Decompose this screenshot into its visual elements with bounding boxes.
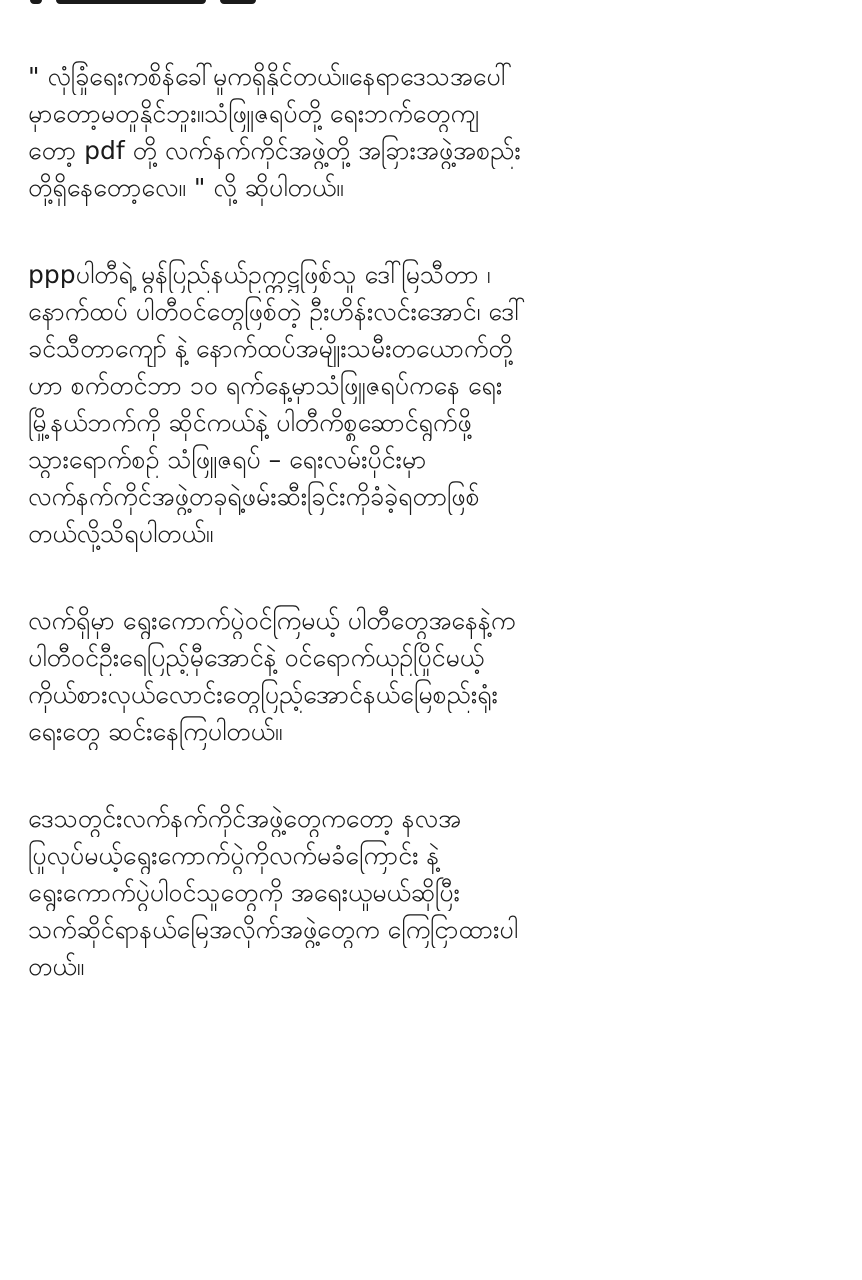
text-line: လက်နက်ကိုင်အဖွဲ့တခုရဲ့ဖမ်းဆီးခြင်းကိုခံခဲ့ရတာဖြစ်: [28, 482, 480, 511]
text-line: " လုံခြုံရေးကစိန်ခေါ်မှုကရှိနိုင်တယ်။နေရာဒေသအပေါ်: [28, 62, 512, 91]
text-line: pppပါတီရဲ့ မွန်ပြည်နယ်ဥက္ကဋ္ဌဖြစ်သူ ဒေါ်မြသီတာ ၊: [28, 260, 491, 289]
text-line: ပါတီဝင်ဦးရေပြည့်မှီအောင်နဲ့ ဝင်ရောက်ယှဉ်ပြိုင်မယ့်: [28, 643, 485, 672]
text-line: သက်ဆိုင်ရာနယ်မြေအလိုက်အဖွဲ့တွေက ကြေငြာထားပါ: [28, 915, 518, 944]
text-line: တော့ pdf တို့ လက်နက်ကိုင်အဖွဲ့တို့ အခြားအဖွဲ့အစည်း: [28, 136, 521, 165]
text-line: မှာတော့မတူနိုင်ဘူး။သံဖြူဇရပ်တို့ ရေးဘက်တွေကျ: [28, 99, 479, 128]
text-line: ပြုလုပ်မယ့်ရွေးကောက်ပွဲကိုလက်မခံကြောင်း နဲ့: [28, 841, 440, 870]
text-line: တို့ရှိနေတော့လေ။ " လို့ ဆိုပါတယ်။: [28, 173, 344, 202]
text-line: တယ်။: [28, 952, 85, 981]
paragraph-armed-groups-announcement: [28, 800, 838, 985]
paragraph-party-members-arrest: [28, 256, 838, 552]
paragraph-election-campaign: [28, 602, 838, 750]
text-line: ခင်သီတာကျော် နဲ့ နောက်ထပ်အမျိုးသမီးတယောက်တို့: [28, 334, 513, 363]
text-line: ရွေးကောက်ပွဲပါဝင်သူတွေကို အရေးယူမယ်ဆိုပြီး: [28, 878, 460, 907]
text-line: ကိုယ်စားလှယ်လောင်းတွေပြည့်အောင်နယ်မြေစည်းရုံး: [28, 680, 498, 709]
text-line: လက်ရှိမှာ ရွေးကောက်ပွဲဝင်ကြမယ့် ပါတီတွေအနေနဲ့က: [28, 606, 516, 635]
text-line: သွားရောက်စဉ် သံဖြူဇရပ် – ရေးလမ်းပိုင်းမှာ: [28, 445, 427, 474]
text-line: မြို့နယ်ဘက်ကို ဆိုင်ကယ်နဲ့ ပါတီကိစ္စဆောင်ရွက်ဖို့: [28, 408, 472, 437]
text-line: ဟာ စက်တင်ဘာ ၁၀ ရက်နေ့မှာသံဖြူဇရပ်ကနေ ရေး: [28, 371, 503, 400]
paragraph-security-quote: [28, 58, 838, 206]
text-line: နောက်ထပ် ပါတီဝင်တွေဖြစ်တဲ့ ဦးဟိန်းလင်းအောင်၊ ဒေါ်: [28, 297, 526, 326]
text-line: ရေးတွေ ဆင်းနေကြပါတယ်။: [28, 717, 283, 746]
cropped-previous-line: [30, 0, 290, 8]
article-body: [28, 58, 838, 1035]
text-line: ဒေသတွင်းလက်နက်ကိုင်အဖွဲ့တွေကတော့ နလအ: [28, 804, 462, 833]
text-line: တယ်လို့သိရပါတယ်။: [28, 519, 214, 548]
